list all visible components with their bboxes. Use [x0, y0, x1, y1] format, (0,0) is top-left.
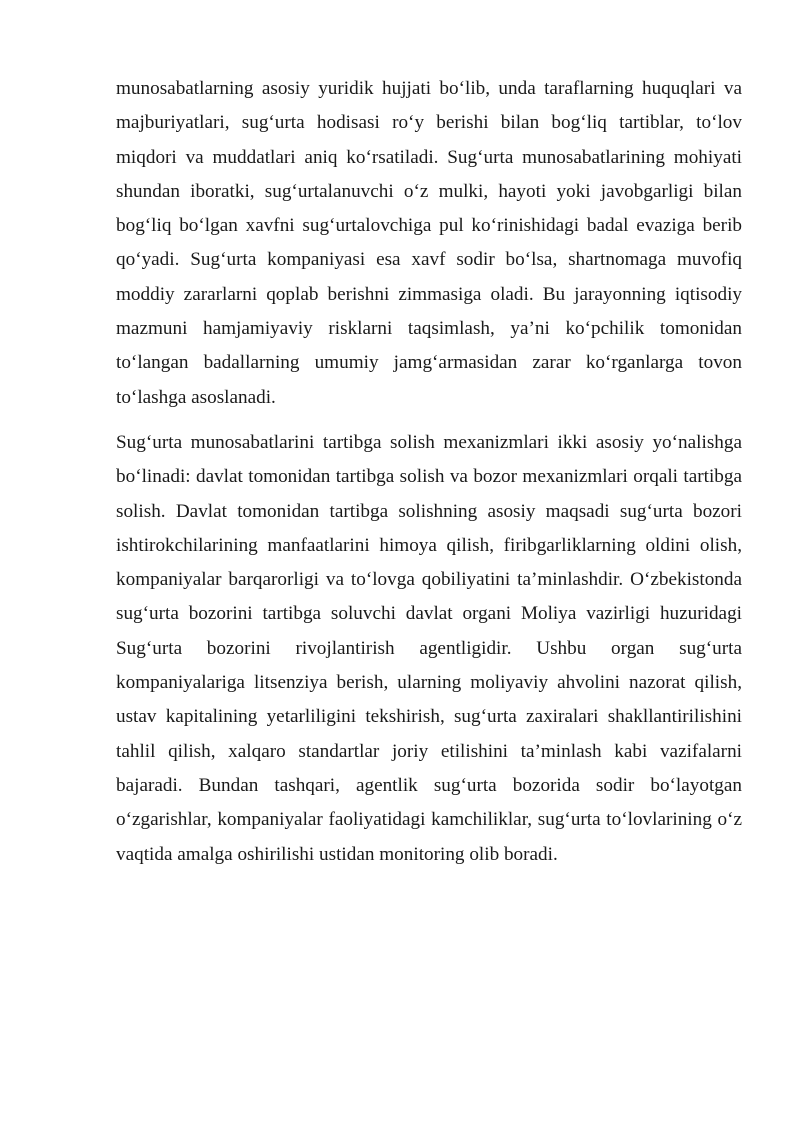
paragraph-2: Sug‘urta munosabatlarini tartibga solish mexanizmlari ikki asosiy yo‘nalishga bo‘linadi: davlat tomonidan tartibga solish va bozor mexanizmlari orqali tartibga solish. Davlat tomonidan tartibga solishning asosiy maqsadi sug‘urta bozori ishtirokchilarining manfaatlarini himoya qilish, firibgarliklarning oldini olish, kompaniyalar barqarorligi va to‘lovga qobiliyatini ta’minlashdir. O‘zbekistonda sug‘urta bozorini tartibga soluvchi davlat organi Moliya vazirligi huzuridagi Sug‘urta bozorini rivojlantirish agentligidir. Ushbu organ sug‘urta kompaniyalariga litsenziya berish, ularning moliyaviy ahvolini nazorat qilish, ustav kapitalining yetarliligini tekshirish, sug‘urta zaxiralari shakllantirilishini tahlil qilish, xalqaro standartlar joriy etilishini ta’minlash kabi vazifalarni bajaradi. Bundan tashqari, agentlik sug‘urta bozorida sodir bo‘layotgan o‘zgarishlar, kompaniyalar faoliyatidagi kamchiliklar, sug‘urta to‘lovlarining o‘z vaqtida amalga oshirilishi ustidan monitoring olib boradi. — [116, 431, 742, 865]
paragraph-1: munosabatlarning asosiy yuridik hujjati bo‘lib, unda taraflarning huquqlari va majburiyatlari, sug‘urta hodisasi ro‘y berishi bilan bog‘liq tartiblar, to‘lov miqdori va muddatlari aniq ko‘rsatiladi. Sug‘urta munosabatlarining mohiyati shundan iboratki, sug‘urtalanuvchi o‘z mulki, hayoti yoki javobgarligi bilan bog‘liq bo‘lgan xavfni sug‘urtalovchiga pul ko‘rinishidagi badal evaziga berib qo‘yadi. Sug‘urta kompaniyasi esa xavf sodir bo‘lsa, shartnomaga muvofiq moddiy zararlarni qoplab berishni zimmasiga oladi. Bu jarayonning iqtisodiy mazmuni hamjamiyaviy risklarni taqsimlash, ya’ni ko‘pchilik tomonidan to‘langan badallarning umumiy jamg‘armasidan zarar ko‘rganlarga tovon to‘lashga asoslanadi. — [116, 78, 742, 408]
document-page — [116, 72, 742, 872]
